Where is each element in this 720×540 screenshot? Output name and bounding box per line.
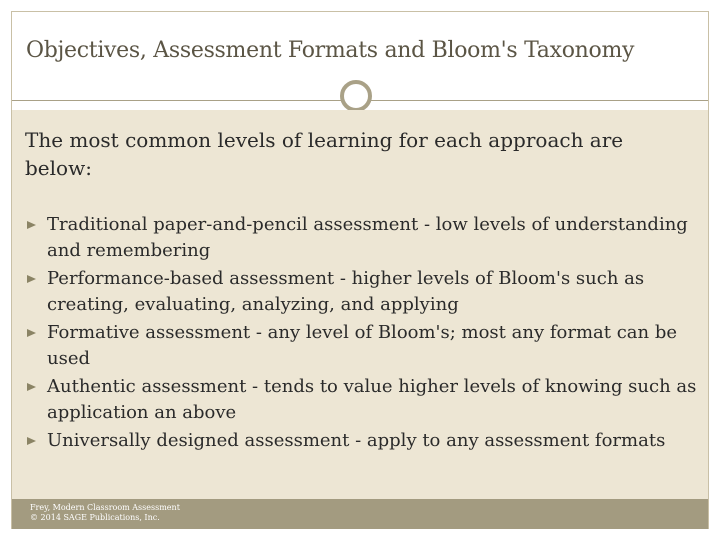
footer-line-2: © 2014 SAGE Publications, Inc. bbox=[30, 513, 160, 522]
footer-line-1: Frey, Modern Classroom Assessment bbox=[30, 503, 180, 512]
list-item bbox=[25, 428, 715, 454]
intro-text: The most common levels of learning for each approach are below: bbox=[25, 128, 624, 180]
list-item bbox=[25, 212, 715, 264]
divider-circle-ornament bbox=[340, 80, 372, 112]
bullet-text: Traditional paper-and-pencil assessment - low levels of understanding and remembering bbox=[47, 214, 688, 261]
footer-citation bbox=[30, 503, 180, 523]
slide-title: Objectives, Assessment Formats and Bloom's Taxonomy bbox=[26, 38, 635, 63]
bullet-arrow-icon bbox=[27, 275, 36, 283]
list-item bbox=[25, 320, 715, 372]
bullet-arrow-icon bbox=[27, 329, 36, 337]
content-area bbox=[12, 110, 708, 499]
list-item bbox=[25, 374, 715, 426]
bullet-arrow-icon bbox=[27, 437, 36, 445]
bullet-arrow-icon bbox=[27, 221, 36, 229]
list-item bbox=[25, 266, 715, 318]
bullet-text: Formative assessment - any level of Bloom's; most any format can be used bbox=[47, 322, 677, 369]
bullet-text: Performance-based assessment - higher levels of Bloom's such as creating, evaluating, analyzing, and applying bbox=[47, 268, 645, 315]
bullet-arrow-icon bbox=[27, 383, 36, 391]
bullet-text: Universally designed assessment - apply to any assessment formats bbox=[47, 430, 666, 451]
bullet-text: Authentic assessment - tends to value higher levels of knowing such as application an above bbox=[47, 376, 697, 423]
footer-bar bbox=[12, 499, 708, 529]
bullet-list bbox=[25, 212, 715, 456]
